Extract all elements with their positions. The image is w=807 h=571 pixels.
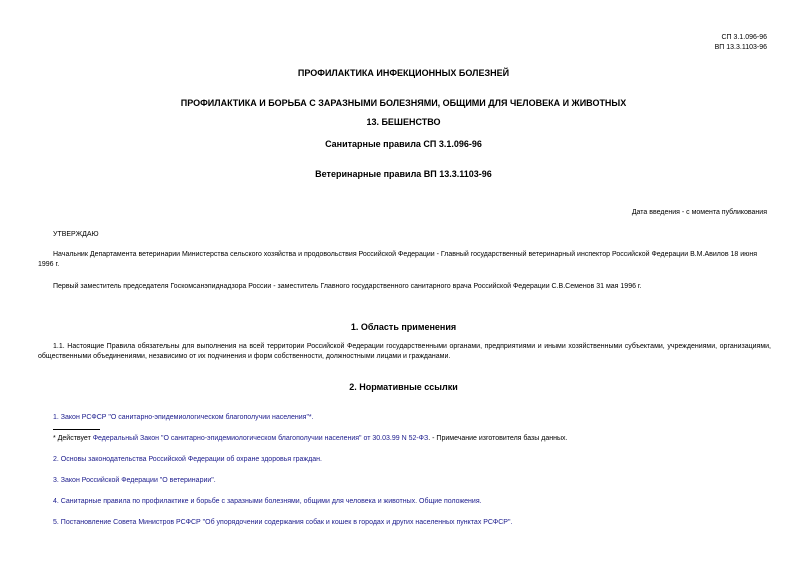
title-main: ПРОФИЛАКТИКА ИНФЕКЦИОННЫХ БОЛЕЗНЕЙ: [297, 68, 510, 78]
title-veterinary-rules: Ветеринарные правила ВП 13.3.1103-96: [315, 169, 492, 179]
approve-label: УТВЕРЖДАЮ: [53, 231, 99, 238]
reference-5-link[interactable]: 5. Постановление Совета Министров РСФСР "Об упорядочении содержания собак и кошек в городах и других населенных пунктах РСФСР".: [53, 519, 513, 526]
title-section: 13. БЕШЕНСТВО: [366, 117, 441, 127]
reference-1-link[interactable]: 1. Закон РСФСР "О санитарно-эпидемиологическом благополучии населения"*.: [53, 414, 314, 421]
reference-4-link[interactable]: 4. Санитарные правила по профилактике и борьбе с заразными болезнями, общими для человека и животных. Общие положения.: [53, 498, 482, 505]
section1-text: 1.1. Настоящие Правила обязательны для выполнения на всей территории Российской Федерации государственными органами, предприятиями и иными хозяйственными субъектами, учреждениями, организациями, общественными объединениями, независимо от их подчинения и форм собственности, должностными лицами и гражданами.: [38, 343, 771, 360]
reference-2-link[interactable]: 2. Основы законодательства Российской Федерации об охране здоровья граждан.: [53, 456, 322, 463]
footnote-law-link[interactable]: Федеральный Закон "О санитарно-эпидемиологическом благополучии населения" от 30.03.99 N 52-ФЗ: [92, 435, 429, 442]
approve-paragraph-2: Первый заместитель председателя Госкомсанэпиднадзора России - заместитель Главного государственного санитарного врача Российской Федерации С.В.Семенов 31 мая 1996 г.: [53, 283, 642, 290]
footnote-suffix: . - Примечание изготовителя базы данных.: [428, 435, 568, 442]
footnote-divider: [53, 429, 100, 430]
section1-heading: 1. Область применения: [350, 322, 457, 332]
document-codes: [715, 33, 767, 53]
approve-paragraph-1: Начальник Департамента ветеринарии Министерства сельского хозяйства и продовольствия Российской Федерации - Главный государственный ветеринарный инспектор Российской Федерации В.М.Авилов 18 июня 1996 г.: [38, 251, 758, 268]
reference-3-link[interactable]: 3. Закон Российской Федерации "О ветеринарии".: [53, 477, 216, 484]
title-subtitle: ПРОФИЛАКТИКА И БОРЬБА С ЗАРАЗНЫМИ БОЛЕЗНЯМИ, ОБЩИМИ ДЛЯ ЧЕЛОВЕКА И ЖИВОТНЫХ: [180, 98, 627, 108]
section2-heading: 2. Нормативные ссылки: [349, 382, 458, 392]
footnote: [53, 434, 567, 444]
intro-date: Дата введения - с момента публикования: [631, 209, 767, 216]
title-sanitary-rules: Санитарные правила СП 3.1.096-96: [325, 139, 482, 149]
code-sp: СП 3.1.096-96: [721, 34, 767, 41]
footnote-prefix: * Действует: [53, 435, 93, 442]
code-vp: ВП 13.3.1103-96: [714, 44, 767, 51]
